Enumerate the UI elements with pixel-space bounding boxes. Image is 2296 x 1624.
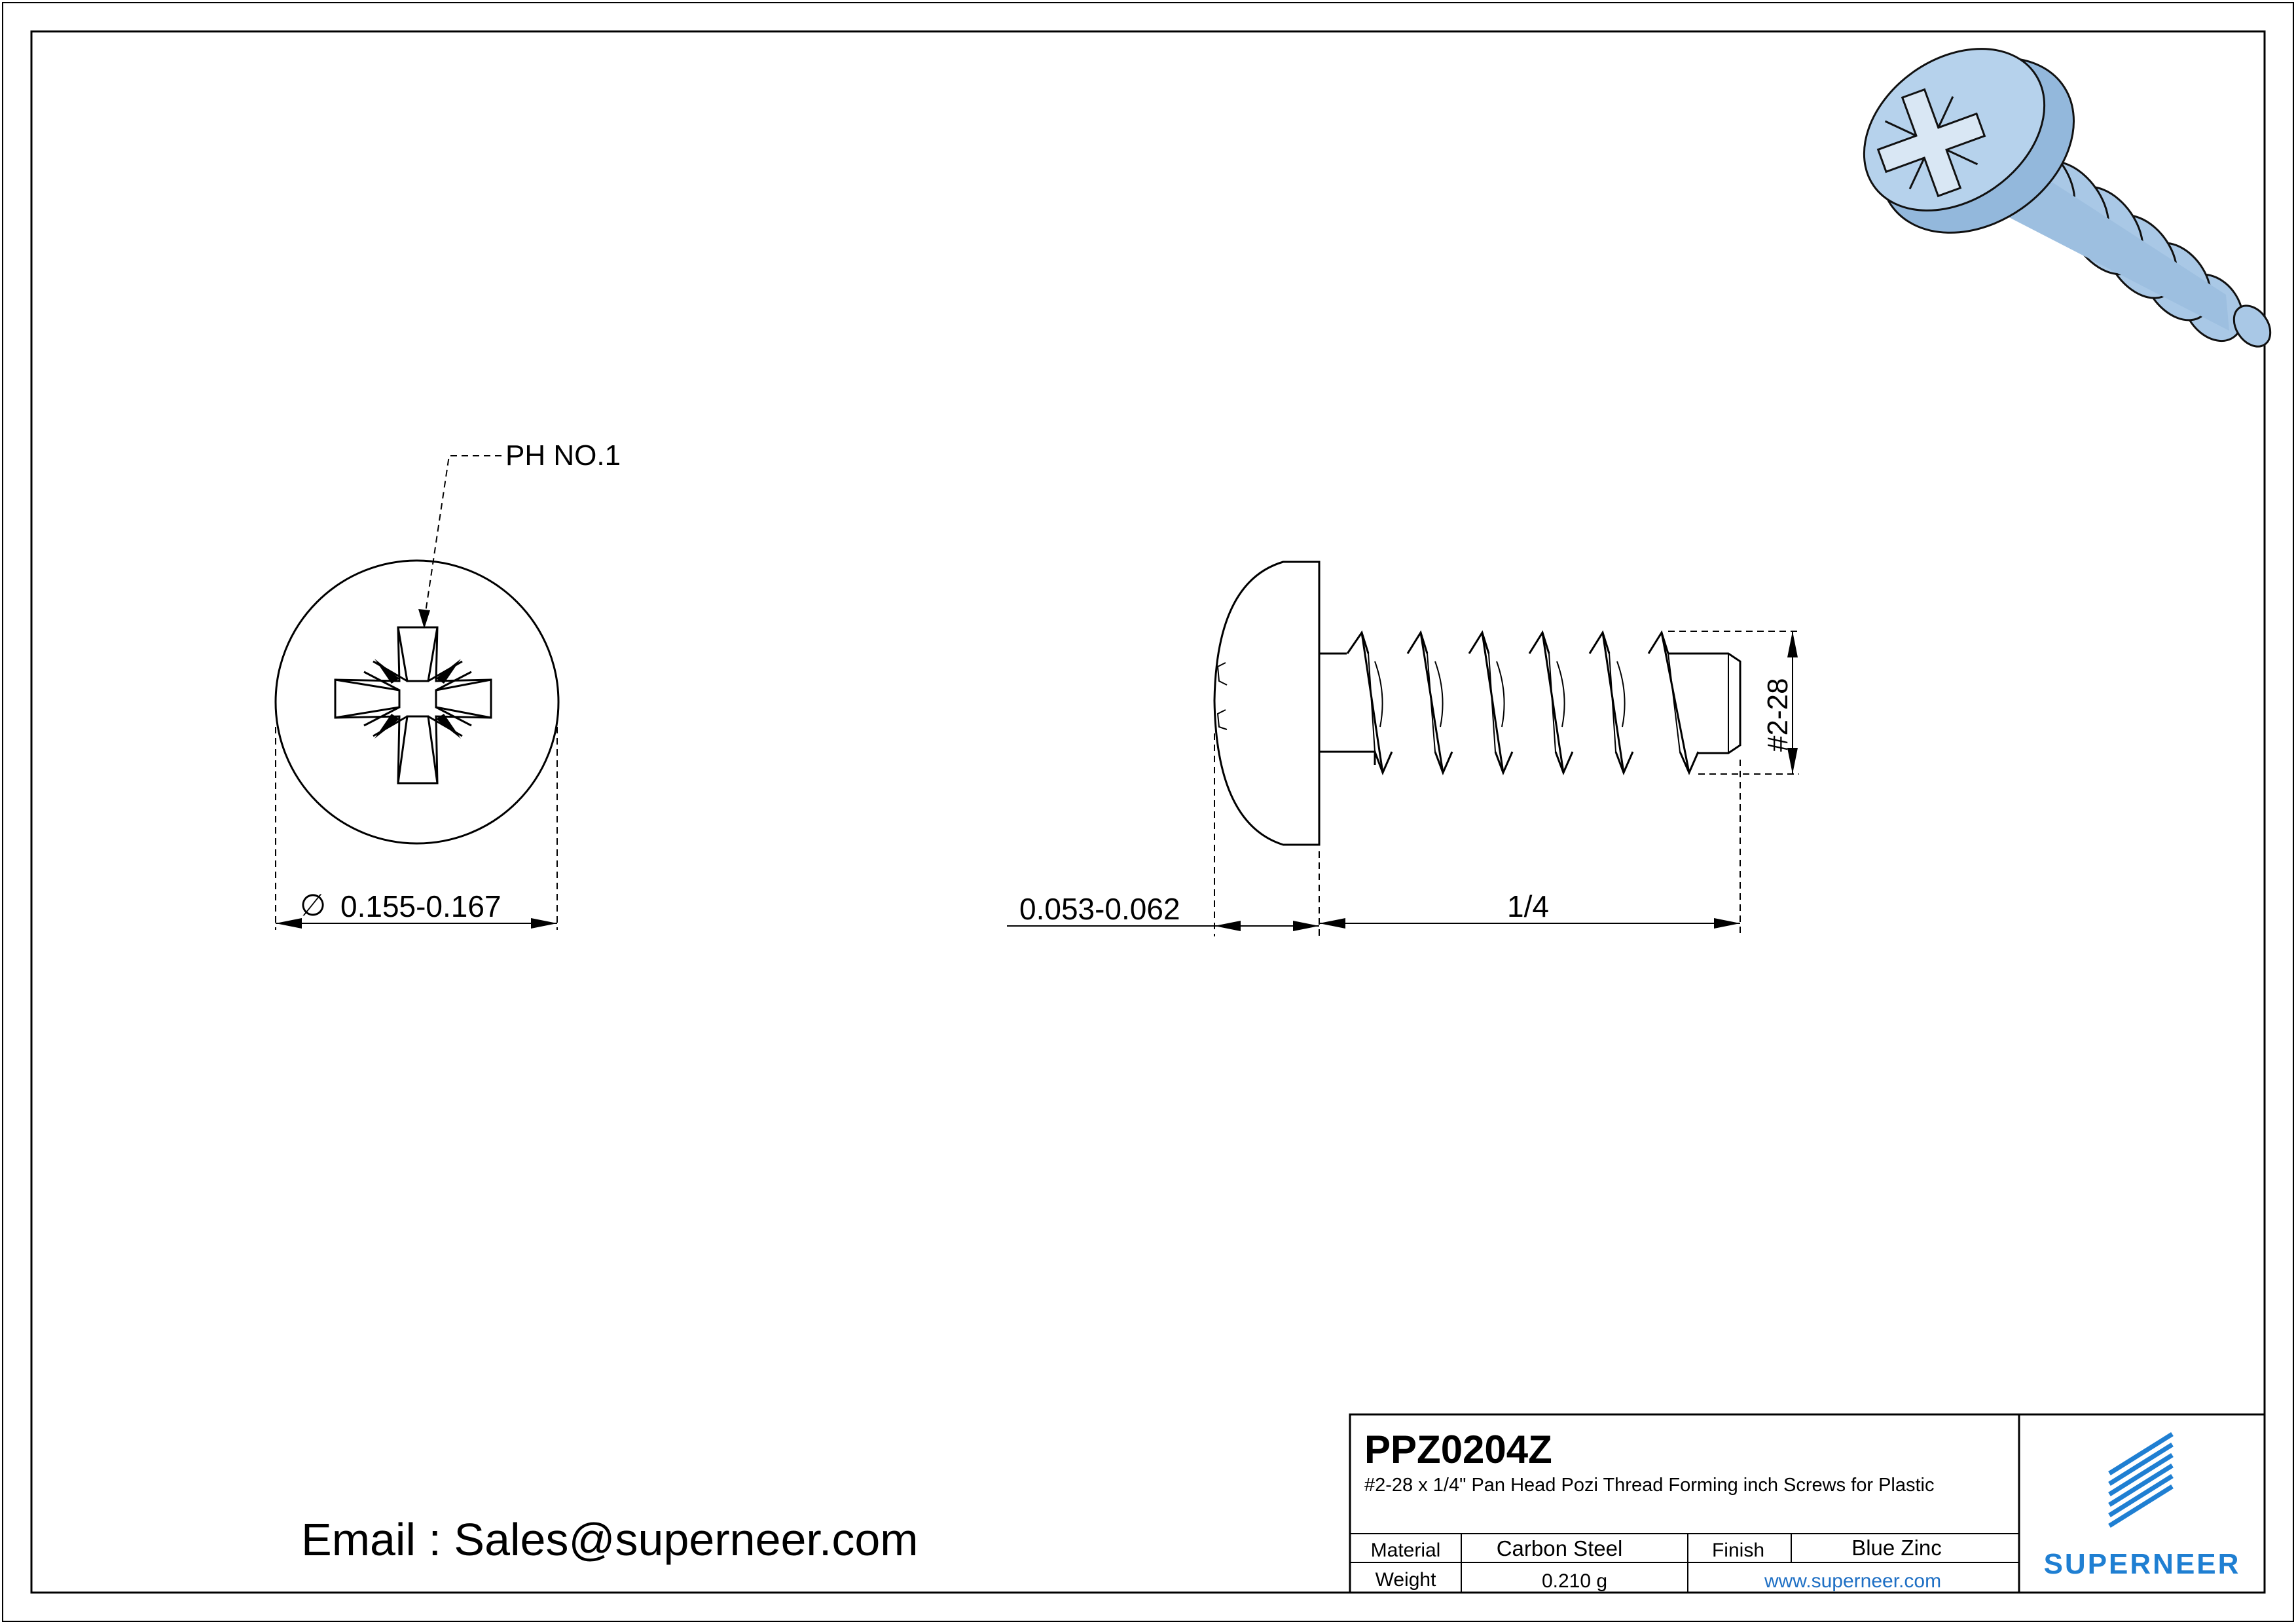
head-outline xyxy=(276,561,558,843)
weight-value: 0.210 g xyxy=(1541,1570,1608,1592)
website-link[interactable]: www.superneer.com xyxy=(1764,1570,1942,1592)
material-label: Material xyxy=(1370,1540,1441,1561)
title-block xyxy=(1350,1414,2265,1593)
recess-leader-arrow xyxy=(418,609,430,629)
screw-side-view xyxy=(1007,562,1799,936)
length-value: 1/4 xyxy=(1507,889,1549,923)
contact-email: Email : Sales@superneer.com xyxy=(301,1514,919,1565)
superneer-logo-icon xyxy=(2109,1434,2172,1526)
part-number: PPZ0204Z xyxy=(1364,1428,1552,1471)
finish-value: Blue Zinc xyxy=(1851,1536,1942,1560)
pozi-recess xyxy=(335,627,491,783)
pan-head-outline xyxy=(1214,562,1319,845)
recess-leader-line xyxy=(424,456,501,621)
head-top-view xyxy=(276,439,621,930)
part-description: #2-28 x 1/4" Pan Head Pozi Thread Forming inch Screws for Plastic xyxy=(1364,1475,1935,1496)
outer-border xyxy=(3,3,2293,1621)
diameter-symbol: ∅ xyxy=(300,888,327,922)
weight-label: Weight xyxy=(1375,1569,1436,1591)
screw-3d-view xyxy=(1833,15,2278,353)
brand-name: SUPERNEER xyxy=(2043,1548,2241,1580)
material-value: Carbon Steel xyxy=(1496,1536,1623,1560)
head-height-value: 0.053-0.062 xyxy=(1019,892,1180,926)
drawing-frame xyxy=(31,31,2265,1593)
diameter-value: 0.155-0.167 xyxy=(340,889,501,923)
finish-label: Finish xyxy=(1711,1540,1765,1561)
thread-size-label: #2-28 xyxy=(1762,678,1794,752)
recess-callout: PH NO.1 xyxy=(505,439,621,471)
